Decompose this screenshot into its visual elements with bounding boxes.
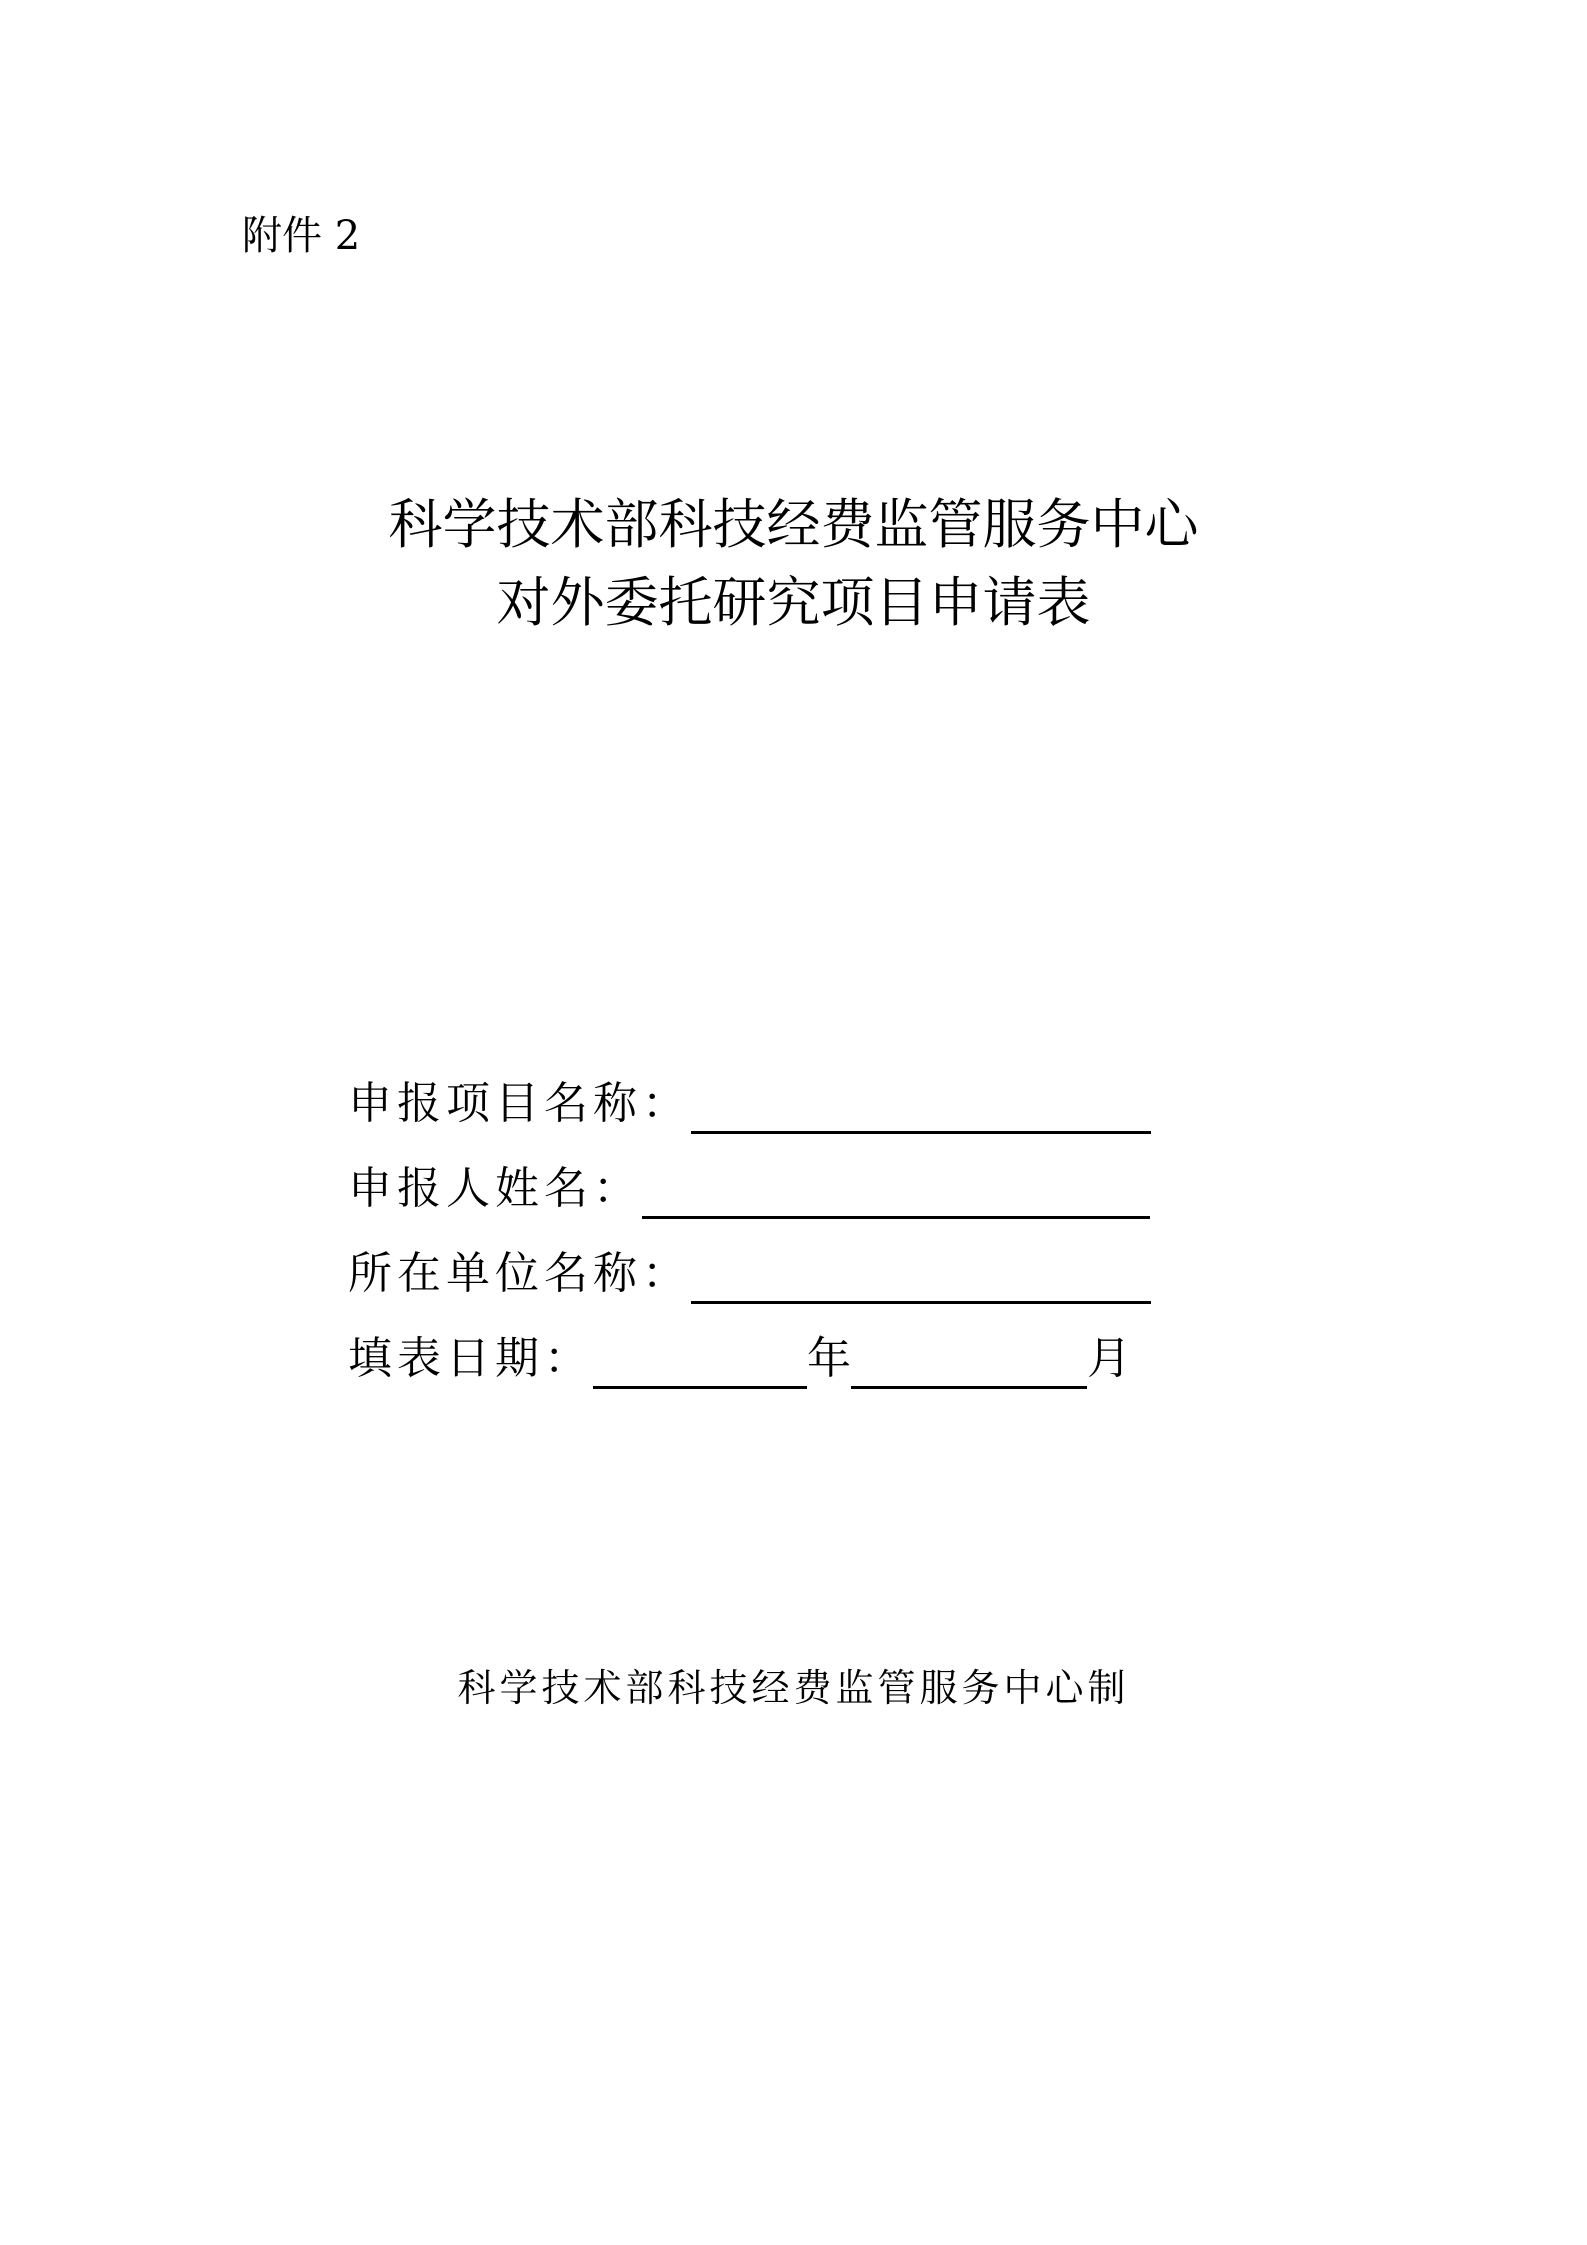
applicant-name-label: 申报人姓名： — [348, 1163, 642, 1214]
unit-name-row — [348, 1240, 1151, 1304]
month-unit-label: 月 — [1087, 1333, 1131, 1384]
applicant-name-field[interactable] — [642, 1170, 1150, 1219]
fill-date-row — [348, 1325, 1131, 1389]
month-field[interactable] — [851, 1340, 1087, 1389]
unit-name-field[interactable] — [691, 1255, 1151, 1304]
issuer-footer: 科学技术部科技经费监管服务中心制 — [457, 1666, 1130, 1710]
applicant-name-row — [348, 1155, 1150, 1219]
year-field[interactable] — [593, 1340, 807, 1389]
project-name-field[interactable] — [691, 1085, 1151, 1134]
attachment-label: 附件 2 — [242, 213, 361, 259]
project-name-label: 申报项目名称： — [348, 1078, 691, 1129]
document-title-line2: 对外委托研究项目申请表 — [496, 571, 1091, 634]
document-title-line1: 科学技术部科技经费监管服务中心 — [388, 493, 1199, 556]
project-name-row — [348, 1070, 1151, 1134]
unit-name-label: 所在单位名称： — [348, 1248, 691, 1299]
fill-date-label: 填表日期： — [348, 1333, 593, 1384]
year-unit-label: 年 — [807, 1333, 851, 1384]
